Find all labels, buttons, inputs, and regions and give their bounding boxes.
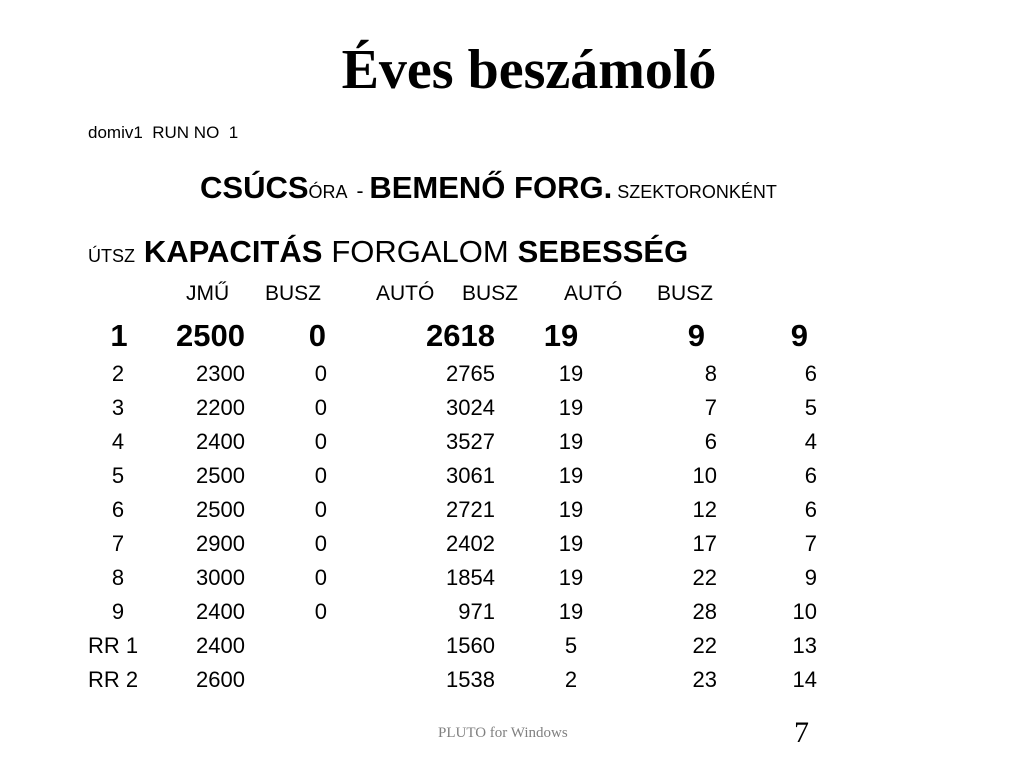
cell-cap-jmu: 2400 bbox=[196, 429, 245, 454]
table-subtitle bbox=[200, 168, 777, 212]
cell-seb-busz: 9 bbox=[804, 565, 817, 590]
cell-cap-jmu: 3000 bbox=[196, 565, 245, 590]
subtitle-part-peak: CSÚCS bbox=[200, 170, 309, 205]
cell-utsz: 4 bbox=[111, 429, 125, 454]
cell-forg-busz: 19 bbox=[558, 361, 584, 386]
cell-cap-busz: 0 bbox=[314, 429, 327, 454]
cell-utsz: 5 bbox=[111, 463, 125, 488]
header-utsz: ÚTSZ bbox=[88, 246, 135, 266]
cell-seb-auto: 10 bbox=[692, 463, 717, 488]
cell-seb-auto: 23 bbox=[692, 667, 717, 692]
cell-cap-busz: 0 bbox=[314, 565, 327, 590]
header-forgalom: FORGALOM bbox=[331, 234, 509, 269]
subheader-forg-auto: AUTÓ bbox=[376, 282, 435, 305]
cell-seb-busz: 6 bbox=[804, 463, 817, 488]
cell-seb-busz: 10 bbox=[792, 599, 817, 624]
subheader-seb-auto: AUTÓ bbox=[564, 282, 623, 305]
cell-utsz: RR 1 bbox=[88, 633, 139, 658]
slide-title: Éves beszámoló bbox=[341, 39, 717, 101]
cell-forg-auto: 3024 bbox=[446, 395, 495, 420]
cell-forg-busz: 19 bbox=[558, 497, 584, 522]
cell-forg-busz: 2 bbox=[564, 667, 578, 692]
cell-forg-busz: 19 bbox=[558, 429, 584, 454]
cell-forg-busz: 19 bbox=[558, 565, 584, 590]
cell-seb-busz: 7 bbox=[804, 531, 817, 556]
cell-forg-busz: 19 bbox=[543, 318, 579, 353]
cell-seb-auto: 7 bbox=[704, 395, 717, 420]
cell-cap-jmu: 2500 bbox=[196, 463, 245, 488]
cell-cap-jmu: 2500 bbox=[176, 318, 245, 353]
cell-utsz: RR 2 bbox=[88, 667, 139, 692]
cell-seb-auto: 9 bbox=[687, 318, 705, 353]
cell-cap-busz: 0 bbox=[314, 599, 327, 624]
run-info: domiv1 RUN NO 1 bbox=[88, 123, 239, 142]
subtitle-part-inbound: BEMENŐ FORG. bbox=[369, 170, 613, 205]
cell-seb-busz: 9 bbox=[790, 318, 808, 353]
cell-utsz: 2 bbox=[111, 361, 125, 386]
cell-cap-jmu: 2500 bbox=[196, 497, 245, 522]
cell-forg-auto: 2721 bbox=[446, 497, 495, 522]
cell-cap-jmu: 2400 bbox=[196, 633, 245, 658]
cell-forg-auto: 2402 bbox=[446, 531, 495, 556]
cell-utsz: 6 bbox=[111, 497, 125, 522]
cell-forg-auto: 1854 bbox=[446, 565, 495, 590]
cell-forg-auto: 971 bbox=[458, 599, 495, 624]
cell-cap-jmu: 2300 bbox=[196, 361, 245, 386]
cell-seb-auto: 6 bbox=[704, 429, 717, 454]
column-group-headers bbox=[88, 232, 688, 278]
subheader-cap-busz: BUSZ bbox=[265, 282, 322, 305]
cell-utsz: 7 bbox=[111, 531, 125, 556]
cell-cap-busz: 0 bbox=[308, 318, 326, 353]
cell-seb-auto: 22 bbox=[692, 633, 717, 658]
header-sebesseg: SEBESSÉG bbox=[517, 234, 689, 269]
cell-forg-busz: 19 bbox=[558, 463, 584, 488]
cell-forg-auto: 2618 bbox=[426, 318, 495, 353]
cell-forg-auto: 1560 bbox=[446, 633, 495, 658]
cell-cap-jmu: 2600 bbox=[196, 667, 245, 692]
cell-cap-jmu: 2900 bbox=[196, 531, 245, 556]
cell-forg-busz: 19 bbox=[558, 531, 584, 556]
subheader-forg-busz: BUSZ bbox=[462, 282, 519, 305]
cell-utsz: 9 bbox=[111, 599, 125, 624]
cell-cap-jmu: 2400 bbox=[196, 599, 245, 624]
cell-seb-auto: 8 bbox=[704, 361, 717, 386]
cell-seb-busz: 5 bbox=[804, 395, 817, 420]
header-kapacitas: KAPACITÁS bbox=[143, 234, 323, 269]
cell-seb-auto: 12 bbox=[692, 497, 717, 522]
subtitle-part-sector: SZEKTORONKÉNT bbox=[612, 182, 777, 202]
footer-text: PLUTO for Windows bbox=[438, 725, 568, 741]
cell-cap-jmu: 2200 bbox=[196, 395, 245, 420]
cell-seb-auto: 22 bbox=[692, 565, 717, 590]
cell-cap-busz: 0 bbox=[314, 395, 327, 420]
cell-seb-busz: 6 bbox=[804, 497, 817, 522]
cell-cap-busz: 0 bbox=[314, 463, 327, 488]
page-number: 7 bbox=[794, 716, 809, 749]
cell-forg-busz: 5 bbox=[564, 633, 578, 658]
subheader-cap-jmu: JMŰ bbox=[186, 282, 230, 305]
subtitle-part-dash: - bbox=[356, 180, 370, 203]
cell-utsz: 1 bbox=[110, 318, 128, 353]
cell-seb-auto: 28 bbox=[692, 599, 717, 624]
cell-seb-busz: 4 bbox=[804, 429, 817, 454]
cell-cap-busz: 0 bbox=[314, 361, 327, 386]
subheader-seb-busz: BUSZ bbox=[657, 282, 714, 305]
cell-utsz: 3 bbox=[111, 395, 125, 420]
cell-forg-busz: 19 bbox=[558, 395, 584, 420]
subtitle-part-hour: ÓRA bbox=[308, 182, 357, 202]
cell-forg-auto: 3061 bbox=[446, 463, 495, 488]
cell-cap-busz: 0 bbox=[314, 497, 327, 522]
cell-seb-busz: 14 bbox=[792, 667, 817, 692]
cell-forg-auto: 3527 bbox=[446, 429, 495, 454]
cell-utsz: 8 bbox=[111, 565, 125, 590]
cell-forg-auto: 1538 bbox=[446, 667, 495, 692]
cell-forg-busz: 19 bbox=[558, 599, 584, 624]
cell-seb-auto: 17 bbox=[692, 531, 717, 556]
cell-seb-busz: 6 bbox=[804, 361, 817, 386]
cell-forg-auto: 2765 bbox=[446, 361, 495, 386]
cell-seb-busz: 13 bbox=[792, 633, 817, 658]
cell-cap-busz: 0 bbox=[314, 531, 327, 556]
